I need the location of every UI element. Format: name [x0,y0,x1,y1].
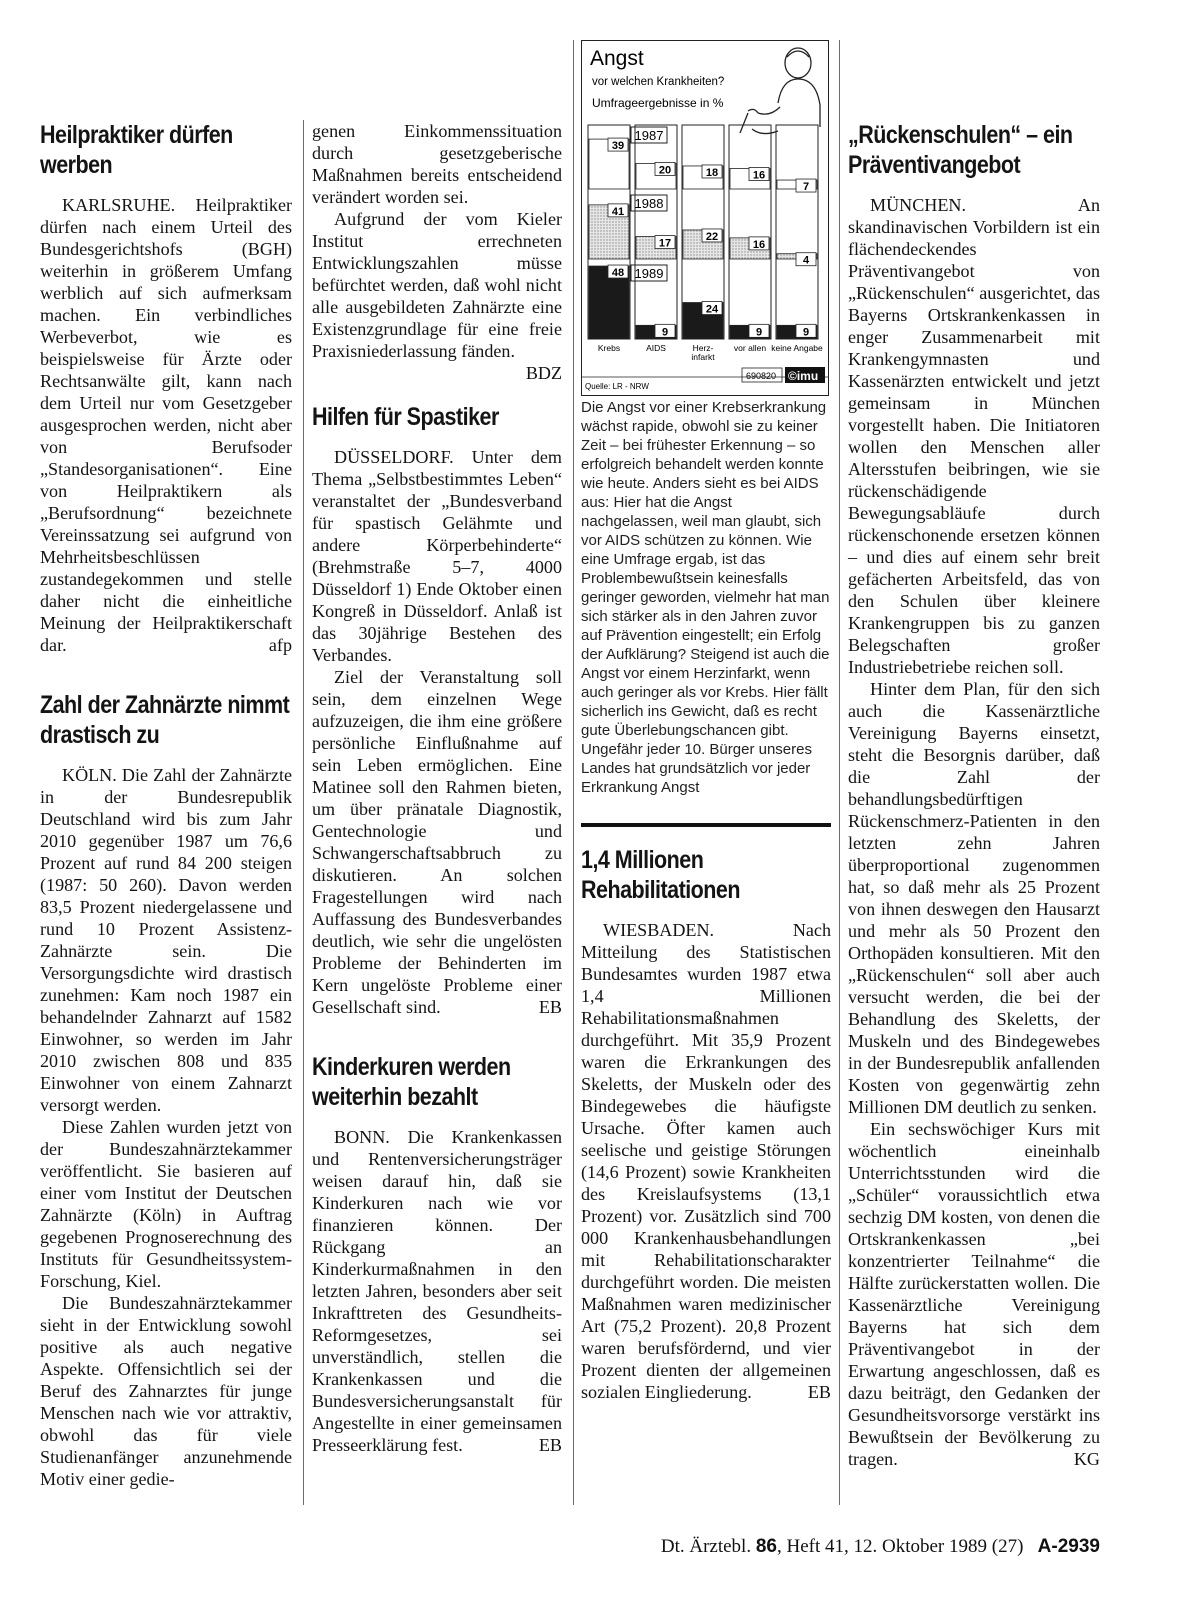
chart-category-label: AIDS [646,343,666,353]
chart-series-label: 1989 [634,266,664,281]
headline-zahnaerzte: Zahl der Zahnärzte nimmt drastisch zu [40,691,290,749]
chart-series-label: 1987 [634,128,664,143]
chart-title: Angst [590,47,644,70]
author-tag: afp [268,635,292,655]
chart-caption: Die Angst vor einer Krebserkrankung wächst rapide, obwohl sie zu keiner Zeit – bei frühester Erkennung – so erfolgreich behandelt werden konnte wie heute. Anders sieht es bei AIDS aus: Hier hat die Angst nachgelassen, weil man glaubt, sich vor AIDS schützen zu können. Wie eine Umfrage ergab, ist das Problembewußtsein keinesfalls geringer geworden, vielmehr hat man sich stärker als in den Jahren zuvor auf Prävention eingestellt; ein Erfolg der Aufklärung? Steigend ist auch die Angst vor einem Herzinfarkt, wenn auch geringer als vor Krebs. Hier fällt sicherlich ins Gewicht, daß es recht gute Überlebungschancen gibt. Ungefähr jeder 10. Bürger unseres Landes hat grundsätzlich vor jeder Erkrankung Angst [581,399,830,796]
headline-rueckenschulen: „Rückenschulen“ – ein Präventivangebot [848,121,1073,179]
chart-svg [582,41,828,395]
chart-column-frame [729,125,771,339]
author-tag: EB [538,997,562,1017]
column-rule [573,40,574,1505]
paragraph: KARLSRUHE. Heilpraktiker dürfen nach einem Urteil des Bundesgerichtshofs (BGH) weiterhin in größerem Umfang werblich auf sich aufmerksam machen. Ein verbindliches Werbeverbot, wie es beispielsweise für Ärzte oder Rechtsanwälte gilt, kann nach dem Urteil nur vom Gesetzgeber ausgesprochen werden, nicht aber von Berufsoder „Standesorganisationen“. Eine von Heilpraktikern als „Berufsordnung“ bezeichnete Vereinssatzung sei aufgrund von Mehrheitsbeschlüssen zustandegekommen und stelle daher nicht die einheitliche Meinung der Heilpraktikerschaft dar. afp [40,195,292,655]
chart-value-label: 39 [611,140,625,153]
chart-value-label: 9 [755,326,763,339]
section-divider [581,823,831,827]
chart-category-label: Herz- [692,343,714,353]
column-rule [839,40,840,1505]
column-3 [581,398,831,1403]
paragraph: BONN. Die Krankenkassen und Rentenversicherungsträger weisen darauf hin, daß sie Kinderkuren nach wie vor finanzieren können. Der Rückgang an Kinderkurmaßnahmen in den letzten Jahren, besonders aber seit Inkrafttreten des Gesundheits-Reformgesetzes, sei unverständlich, stellen die Krankenkassen und die Bundesversicherungsanstalt für Angestellte in einer gemeinsamen Presseerklärung fest. EB [312,1127,562,1455]
headline-heilpraktiker: Heilpraktiker dürfen werben [40,121,233,179]
chart-brand: ©imu [788,369,819,383]
chart-value-label: 17 [658,237,672,250]
author-tag: EB [807,1382,831,1402]
chart-category-label: vor allen [733,343,767,353]
chart-column-frame [776,125,818,339]
paragraph: Ziel der Veranstaltung soll sein, dem einzelnen Wege aufzuzeigen, die ihm eine größere persönliche Einflußnahme auf sein Leben ermöglichen. Eine Matinee soll den Rahmen bieten, um über pränatale Diagnostik, Gentechnologie und Schwangerschaftsabbruch zu diskutieren. An solchen Fragestellungen wird nach Auffassung des Bundesverbandes deutlich, wie sehr die ungelösten Probleme der Behinderten im Kern ungelöste Probleme einer Gesellschaft sind. EB [312,667,562,1017]
chart-value-label: 7 [802,181,810,194]
page-number: A-2939 [1037,1536,1100,1557]
paragraph: Aufgrund der vom Kieler Institut errechneten Entwicklungszahlen müsse befürchtet werden, daß wohl nicht alle ausgebildeten Zahnärzte eine Existenzgrundlage für eine freie Praxisniederlassung fänden. BDZ [312,209,562,383]
paragraph: Diese Zahlen wurden jetzt von der Bundeszahnärztekammer veröffentlicht. Sie basieren auf einer vom Institut der Deutschen Zahnärzte (Köln) in Auftrag gegebenen Prognoserechnung des Instituts für Gesundheitssystem-Forschung, Kiel. [40,1117,292,1291]
headline-spastiker: Hilfen für Spastiker [312,403,499,431]
chart-series-label: 1988 [634,196,664,211]
chart-category-label: keine Angabe [771,343,823,353]
column-2 [312,120,562,1456]
issue-info: , Heft 41, 12. Oktober 1989 (27) [776,1536,1024,1557]
column-1 [40,120,292,1490]
paragraph: WIESBADEN. Nach Mitteilung des Statistischen Bundesamtes wurden 1987 etwa 1,4 Millionen Rehabilitationsmaßnahmen durchgeführt. Mit 35,9 Prozent waren die Erkrankungen des Skeletts, der Muskeln oder des Bindegewebes die häufigste Ursache. Öfter kamen auch seelische und geistige Störungen (14,6 Prozent) sowie Krankheiten des Kreislaufsystems (13,1 Prozent) vor. Zusätzlich sind 700 000 Krankenhausbehandlungen mit Rehabilitationscharakter durchgeführt worden. Die meisten Maßnahmen waren medizinischer Art (75,2 Prozent). 20,8 Prozent waren berufsfördernd, und vier Prozent dienten der allgemeinen sozialen Eingliederung. EB [581,920,831,1402]
chart-subtitle: vor welchen Krankheiten? [592,76,725,88]
column-rule [303,120,304,1505]
author-tag: KG [1073,1449,1100,1469]
author-tag: EB [538,1435,562,1455]
chart-value-label: 9 [802,326,810,339]
chart-value-label: 4 [802,254,810,267]
page-footer [580,1536,1100,1558]
column-4 [848,120,1100,1470]
headline-rehabilitationen: 1,4 Millionen Rehabilitationen [581,846,740,904]
paragraph: DÜSSELDORF. Unter dem Thema „Selbstbestimmtes Leben“ veranstaltet der „Bundesverband für spastisch Gelähmte und andere Körperbehinderte“ (Brehmstraße 5–7, 4000 Düsseldorf 1) Ende Oktober einen Kongreß in Düsseldorf. Anlaß ist das 30jährige Bestehen des Verbandes. [312,447,562,665]
chart-code: 690820 [746,371,777,381]
paragraph: Ein sechswöchiger Kurs mit wöchentlich eineinhalb Unterrichtsstunden wird die „Schüler“ voraussichtlich etwa sechzig DM kosten, von denen die Ortskrankenkassen „bei konzentrierter Teilnahme“ die Hälfte zurückerstatten wollen. Die Kassenärztliche Vereinigung Bayerns hat sich dem Präventivangebot in der Erwartung angeschlossen, daß es dazu beiträgt, den Gedanken der Gesundheitsvorsorge verstärkt ins Bewußtsein der Bevölkerung zu tragen. KG [848,1119,1100,1469]
chart-value-label: 18 [705,166,719,179]
chart-value-label: 22 [705,230,719,243]
volume: 86 [755,1536,777,1557]
paragraph: KÖLN. Die Zahl der Zahnärzte in der Bundesrepublik Deutschland wird bis zum Jahr 2010 gegenüber 1987 um 76,6 Prozent auf rund 84 200 steigen (1987: 50 260). Davon werden 83,5 Prozent niedergelassene und rund 10 Prozent Assistenz-Zahnärzte sein. Die Versorgungsdichte wird drastisch zunehmen: Kam noch 1987 ein behandelnder Zahnarzt auf 1582 Einwohner, so werden im Jahr 2010 zwischen 808 und 835 Einwohner von einem Zahnarzt versorgt werden. [40,765,292,1115]
chart-value-label: 24 [705,303,719,316]
chart-value-label: 41 [611,205,625,218]
chart-category-label: infarkt [691,352,715,362]
headline-kinderkuren: Kinderkuren werden weiterhin bezahlt [312,1053,511,1111]
chart-value-label: 9 [661,326,669,339]
chart-value-label: 16 [752,238,766,251]
author-tag: BDZ [525,363,562,383]
chart-angst [581,40,829,396]
chart-value-label: 48 [611,267,625,280]
person-illustration [740,48,820,134]
chart-source: Quelle: LR - NRW [585,382,649,391]
paragraph: Die Bundeszahnärztekammer sieht in der Entwicklung sowohl positive als auch negative Aspekte. Offensichtlich sei der Beruf des Zahnarztes für junge Menschen nach wie vor attraktiv, obwohl das für viele Studienanfänger anzunehmende Motiv einer gedie- [40,1293,292,1489]
paragraph: MÜNCHEN. An skandinavischen Vorbildern ist ein flächendeckendes Präventivangebot von „Rückenschulen“ ausgerichtet, das Bayerns Ortskrankenkassen in enger Zusammenarbeit mit Krankengymnasten und Kassenärzten entwickelt und jetzt gemeinsam in München vorgestellt haben. Die Initiatoren wollen den Menschen aller Altersstufen beibringen, wie sie rückenschädigende Bewegungsabläufe durch rückenschonende ersetzen können – und dies auf einem sehr breit gefächerten Arbeitsfeld, das von den Schulen über kleinere Krankengruppen bis zu ganzen Belegschaften großer Industriebetriebe reichen soll. [848,195,1100,677]
chart-ylabel: Umfrageergebnisse in % [592,96,724,110]
paragraph: Hinter dem Plan, für den sich auch die Kassenärztliche Vereinigung Bayerns einsetzt, steht die Besorgnis darüber, daß die Zahl der behandlungsbedürftigen Rückenschmerz-Patienten in den letzten zehn Jahren überproportional zugenommen hat, so daß mehr als 25 Prozent von ihnen deswegen den Hausarzt und mehr als 50 Prozent den Orthopäden konsultieren. Mit den „Rückenschulen“ soll aber auch versucht werden, die bei der Behandlung des Skeletts, der Muskeln und des Bindegewebes in der Bundesrepublik anfallenden Kosten von gegenwärtig zehn Millionen DM deutlich zu senken. [848,679,1100,1117]
chart-category-label: Krebs [597,343,621,353]
journal-name: Dt. Ärztebl. [660,1536,752,1557]
paragraph: genen Einkommenssituation durch gesetzgeberische Maßnahmen bereits entscheidend verändert worden sei. [312,121,562,207]
chart-value-label: 16 [752,169,766,182]
chart-value-label: 20 [658,164,672,177]
chart-column-frame [635,125,677,339]
